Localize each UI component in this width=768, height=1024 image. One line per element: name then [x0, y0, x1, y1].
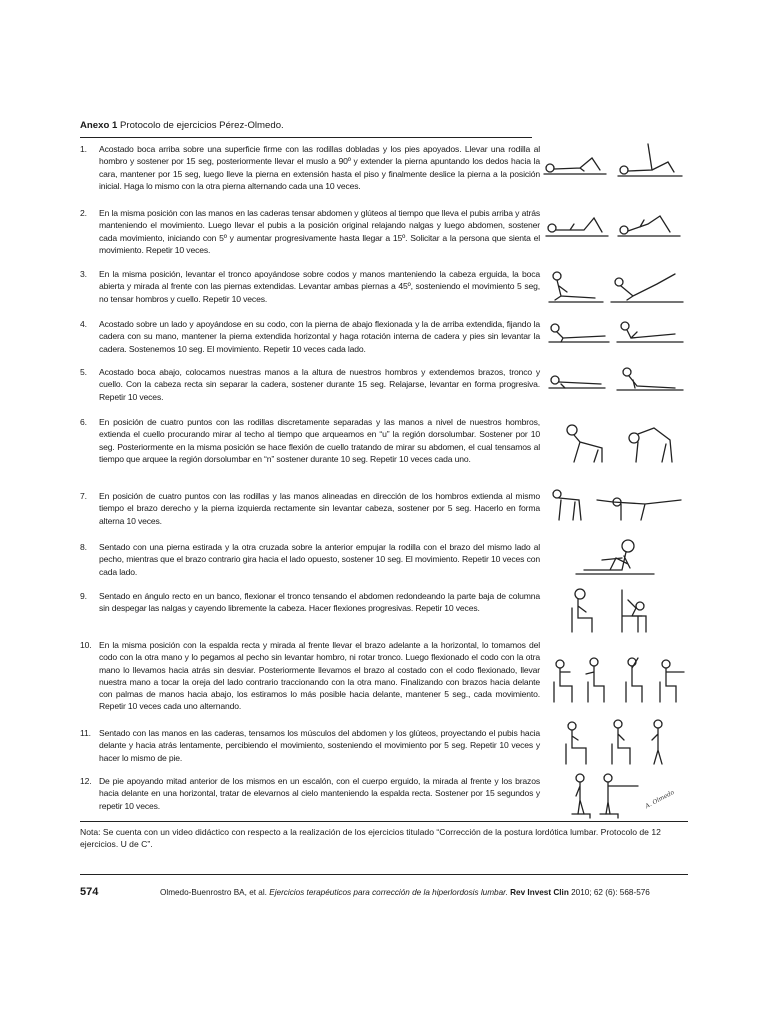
- side-lying-figure: [545, 318, 690, 346]
- exercise-item-8: [80, 541, 540, 578]
- item-number: 6.: [80, 417, 87, 427]
- exercise-item-6: [80, 416, 540, 465]
- item-number: 1.: [80, 144, 87, 154]
- item-text: En posición de cuatro puntos con las rodillas y las manos alineadas en dirección de los hombros extienda al mismo tiempo el brazo derecho y la pierna izquierda rectamente sin levantar cabeza, sostener por 5 seg. Hacerlo en forma alterna 10 veces.: [99, 491, 540, 526]
- item-number: 2.: [80, 208, 87, 218]
- item-text: En la misma posición con la espalda recta y mirada al frente llevar el brazo adelante a la horizontal, lo tomamos del codo con la otra mano y lo pegamos al pecho sin levantar hombro, ni rotar tronco. Luego flexionado el codo con la otra mano lo llevamos hacia atrás sin desviar. Posteriormente llevamos el brazo al costado con el codo flexionado, llevar nuestra mano a tocar la oreja del lado contrario traccionando con la otra mano. Finalizando con brazos hacia delante con palmas de manos hacia abajo, los estiramos lo más posible hacia delante, mantener 5 seg., cada movimiento. Repetir 10 veces cada uno alternando.: [99, 640, 540, 712]
- item-text: Sentado en ángulo recto en un banco, flexionar el tronco tensando el abdomen redondeando la parte baja de columna sin despegar las nalgas y cayendo libremente la cabeza. Hacer flexiones progresivas. Repetir 10 veces.: [99, 591, 540, 614]
- item-number: 7.: [80, 491, 87, 501]
- footnote: Nota: Se cuenta con un video didáctico con respecto a la realización de los ejercicios titulado “Corrección de la postura lordótica lumbar. Protocolo de 12 ejercicios. U de C”.: [80, 827, 661, 850]
- item-number: 4.: [80, 319, 87, 329]
- item-text: Acostado boca abajo, colocamos nuestras manos a la altura de nuestros hombros y extendemos brazos, tronco y cuello. Con la cabeza recta sin separar la cadera, sostener durante 15 seg. Relajarse, levantar en forma progresiva. Repetir 10 veces.: [99, 367, 540, 402]
- exercise-item-10: [80, 639, 540, 713]
- exercise-item-4: [80, 318, 540, 355]
- artist-signature: A. Olmedo: [644, 788, 676, 811]
- four-point-arch-figure: [558, 420, 688, 466]
- exercise-item-5: [80, 366, 540, 403]
- seated-arm-stretch-figure: [548, 654, 688, 708]
- item-text: En la misma posición, levantar el tronco apoyándose sobre codos y manos manteniendo la cabeza erguida, la boca abierta y mirada al frente con las piernas extendidas. Levantar ambas piernas a 45º, sosteniendo el movimiento 5 seg, no tensar hombros y cuello. Repetir 10 veces.: [99, 269, 540, 304]
- item-text: En la misma posición con las manos en las caderas tensar abdomen y glúteos al tiempo que lleva el pubis arriba y atrás manteniendo el movimiento. Luego llevar el pubis a la posición original relajando nalgas y luego abdomen, sostener cada movimiento, iniciando con 5º y aumentar progresivamente hasta llegar a 15º. Solicitar a la persona que sienta el movimiento. Repetir 10 veces.: [99, 208, 540, 255]
- page-number: 574: [80, 886, 99, 898]
- citation: [160, 888, 650, 897]
- item-number: 3.: [80, 269, 87, 279]
- item-number: 8.: [80, 542, 87, 552]
- item-number: 9.: [80, 591, 87, 601]
- seated-flexion-figure: [566, 586, 666, 636]
- annex-label: Anexo 1: [80, 120, 118, 131]
- seated-pelvic-figure: [556, 718, 676, 768]
- item-text: De pie apoyando mitad anterior de los mismos en un escalón, con el cuerpo erguido, la mirada al frente y los brazos hacia delante en una horizontal, tratar de elevarnos al cielo manteniendo la espalda recta. Sostener por 15 segundos y repetir 10 veces.: [99, 776, 540, 811]
- exercise-item-1: [80, 143, 540, 192]
- four-point-arm-leg-figure: [545, 486, 690, 526]
- annex-title-text: Protocolo de ejercicios Pérez-Olmedo.: [120, 120, 284, 131]
- supine-leg-raise-figure: [540, 138, 690, 180]
- item-text: Acostado boca arriba sobre una superficie firme con las rodillas dobladas y los pies apoyados. Llevar una rodilla al hombro y sostener por 15 seg, posteriormente llevar el muslo a 90º y extender la pierna apuntando los dedos hacia la cara, mantener por 15 seg, luego lleve la pierna en extensión hasta el piso y finalmente deslice la pierna a la posición inicial. Haga lo mismo con la otra pierna alternando cada una 10 veces.: [99, 144, 540, 191]
- item-text: Acostado sobre un lado y apoyándose en su codo, con la pierna de abajo flexionada y la de arriba extendida, fijando la cadera con su mano, mantener la pierna extendida horizontal y haga rotación interna de cadera y pies sin levantar la cadera. Sostenemos 10 seg. El movimiento. Repetir 10 veces cada lado.: [99, 319, 540, 354]
- exercise-item-7: [80, 490, 540, 527]
- prone-extension-figure: [545, 366, 690, 394]
- top-rule: [80, 137, 532, 138]
- annex-title: [80, 120, 284, 131]
- item-number: 12.: [80, 776, 92, 786]
- pelvic-tilt-figure: [540, 206, 690, 242]
- seated-twist-figure: [570, 538, 660, 580]
- citation-authors: Olmedo-Buenrostro BA, et al.: [160, 888, 267, 897]
- item-text: En posición de cuatro puntos con las rodillas discretamente separadas y las manos a nivel de nuestros hombros, extienda el cuello procurando mirar al techo al tiempo que arqueamos en “u” la región dorsolumbar. Sostener por 10 seg. Posteriormente en la misma posición se hace flexión de cuello tratando de mirar su abdomen, el cual tensamos al tiempo que arquee la región dorsolumbar en “n” sostener durante 10 seg. Repetir 10 veces cada uno.: [99, 417, 540, 464]
- citation-ref: 2010; 62 (6): 568-576: [571, 888, 650, 897]
- exercise-item-9: [80, 590, 540, 615]
- footer-rule: [80, 874, 688, 875]
- item-number: 11.: [80, 728, 91, 738]
- exercise-item-3: [80, 268, 540, 305]
- exercise-item-2: [80, 207, 540, 256]
- citation-article: Ejercicios terapéuticos para corrección de la hiperlordosis lumbar.: [269, 888, 508, 897]
- prone-elbow-leg-raise-figure: [545, 266, 690, 306]
- exercise-item-12: [80, 775, 540, 812]
- citation-journal: Rev Invest Clin: [510, 888, 569, 897]
- exercise-item-11: [80, 727, 540, 764]
- item-number: 5.: [80, 367, 87, 377]
- bottom-rule: [80, 821, 688, 822]
- item-text: Sentado con una pierna estirada y la otra cruzada sobre la anterior empujar la rodilla con el brazo del mismo lado al pecho, mientras que el brazo contrario gira hacia el lado opuesto, sostener 10 seg. El movimiento. Repetir 10 veces con cada lado.: [99, 542, 540, 577]
- item-number: 10.: [80, 640, 92, 650]
- item-text: Sentado con las manos en las caderas, tensamos los músculos del abdomen y los glúteos, proyectando el pubis hacia delante y hacia atrás lentamente, percibiendo el movimiento, sosteniendo el movimiento por 5 seg. Repetir 10 veces y hacer lo mismo de pie.: [99, 728, 540, 763]
- standing-step-figure: [568, 772, 694, 820]
